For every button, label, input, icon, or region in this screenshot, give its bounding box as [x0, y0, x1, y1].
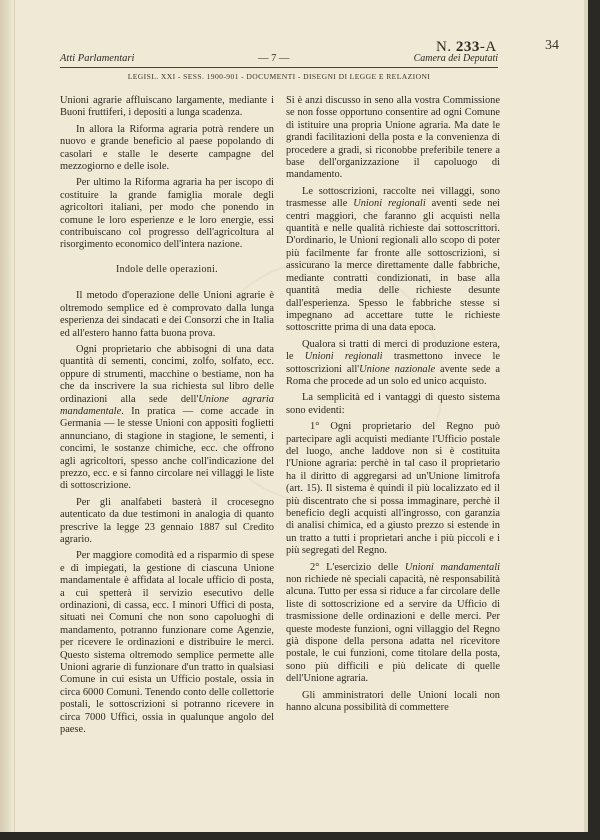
italic-run: Unioni regionali — [353, 198, 426, 210]
italic-run: Unioni mandamentali — [404, 561, 500, 573]
text-run: Le sottoscrizioni, raccolte nei villaggi, sono trasmesse alle — [286, 185, 500, 210]
header-rule — [60, 67, 498, 68]
paragraph: Unioni agrarie affluiscano largamente, mediante i Buoni fruttiferi, i depositi a lunga scadenza. — [60, 95, 274, 119]
doc-prefix: N. — [436, 39, 452, 55]
left-column — [60, 95, 274, 815]
text-run: non richiede nè speciali capacità, nè responsabilità alcuna. Tutto per essa si riduce a far circolare delle liste di sottoscrizione ed a servire da Ufficio di trasmissione delle ordinazioni e delle merci. Per queste modeste funzioni, ogni villaggio del Regno già dispone della persona adatta nel ricevitore postale, le cui funzioni, come titolare della posta, sono più difficili e più delicate di quelle dell'Unione agraria. — [286, 574, 500, 685]
text-run: Ogni proprietario che abbisogni di una data quantità di sementi, concimi, zolfo, solfato, ecc. oppure di strumenti, macchine o bestiame, non ha che da inscrivere la sua richiesta sul libro delle ordinazioni alla sede dell' — [60, 343, 274, 405]
running-header — [60, 38, 498, 64]
paragraph: Per ultimo la Riforma agraria ha per iscopo di costituire la grande famiglia morale degli agricoltori italiani, per modo che ponendo in comune le loro esperienze e le loro energie, essi contribuiscano col progresso dell'agricoltura al risorgimento economico dell'intera nazione. — [60, 177, 274, 251]
paragraph: Si è anzi discusso in seno alla vostra Commissione se non fosse opportuno consentire ad ogni Comune di istituire una propria Unione agraria. Ma date le grandi facilitazioni della posta e la convenienza di procedere a gradi, si riconobbe preferibile tenere a base dell'organizzazione il capoluogo di mandamento. — [286, 95, 500, 181]
text-run: aventi sede nei centri maggiori, che faranno gli acquisti nella quantità e nelle qualità richieste dai sottoscrittori. D'ordinario, le Unioni regionali allo scopo di poter più facilmente far fronte alle sottoscrizioni, si assicurano la merce direttamente dalle fabbriche, mediante contratti condizionati, in base alla quantità media delle richieste desunte dall'esperienza. Spesso le fabbriche stesse si impegnano ad accettare tutte le richieste sottoscritte prima di una data epoca. — [286, 198, 500, 334]
text-run: . In pratica — come accade in Germania — le stesse Unioni con appositi foglietti annunciano, di stagione in stagione, le sementi, i concimi, le sostanze chimiche, ecc. che offrono agli agricoltori, spesso anche coll'indicazione del prezzo, ecc. e si fanno circolare nei villaggi le liste di sottoscrizione. — [60, 405, 274, 492]
legislature-subhead: LEGISL. XXI - SESS. 1900-901 - DOCUMENTI - DISEGNI DI LEGGE E RELAZIONI — [127, 72, 431, 81]
page-edge — [584, 0, 588, 832]
paragraph: Per gli analfabeti basterà il crocesegno autenticato da due testimoni in analogia di quanto prescrive la legge 23 gennaio 1887 sul Credito agrario. — [60, 496, 274, 545]
paragraph: La semplicità ed i vantaggi di questo sistema sono evidenti: — [286, 392, 500, 416]
paragraph — [286, 339, 500, 389]
header-left: Atti Parlamentari — [60, 53, 135, 64]
page-number: — 7 — — [258, 53, 290, 64]
italic-run: Unione nazionale — [359, 363, 436, 375]
text-run: 2° L'esercizio delle — [310, 561, 405, 573]
paragraph — [286, 562, 500, 686]
italic-run: Unione agraria mandamentale — [60, 393, 274, 417]
paragraph: In allora la Riforma agraria potrà rendere un nuovo e grande beneficio al paese popolando di casolari e stalle le deserte campagne del mezzogiorno e delle isole. — [60, 123, 274, 173]
paragraph — [286, 186, 500, 335]
paragraph: 1° Ogni proprietario del Regno può partecipare agli acquisti mediante l'Ufficio postale del luogo, anche laddove non si è costituita l'Unione agraria: perchè in tal caso il proprietario ha il diritto di aggregarsi ad un'Unione limitrofa (art. 15). Il sistema è quindi il più localizzato ed il più discentrato che si possa immaginare, perchè il beneficio degli acquisti all'ingrosso, con garanzia di analisi chimica, ed a giusto prezzo si estende in un tratto a tutti i proprietari anche i più piccoli e i più segregati del Regno. — [286, 421, 500, 557]
paragraph: Per maggiore comodità ed a risparmio di spese e di impiegati, la gestione di ciascuna Unione mandamentale è affidata al locale ufficio di posta, a cui spetterà il servizio esecutivo delle ordinazioni, di cassa, ecc. I minori Uffici di posta, situati nei Comuni che non sono capoluoghi di mandamento, potranno funzionare come Agenzie, per ricevere le ordinazioni e distribuire le merci. Questo sistema oltremodo semplice permette alle Unioni agrarie di funzionare d'un tratto in qualsiasi Comune in cui esista un Ufficio postale, ossia in circa 6000 Comuni. Tenendo conto delle collettorie postali, le sottoscrizioni si potranno ricevere in circa 7000 Uffici, ossia in qualunque angolo del paese. — [60, 550, 274, 736]
text-run: Qualora si tratti di merci di produzione estera, le — [286, 338, 500, 363]
paragraph: Il metodo d'operazione delle Unioni agrarie è oltremodo semplice ed è comprovato dalla lunga esperienza dei sindacati e dei Consorzi che in Italia ed all'estero hanno fatta buona prova. — [60, 290, 274, 339]
text-run: trasmettono invece le sottoscrizioni all' — [286, 351, 500, 375]
doc-number: 233 — [455, 39, 480, 55]
text-run: avente sede a Roma che procede ad un solo ed unico acquisto. — [286, 363, 500, 387]
paragraph — [60, 344, 274, 493]
header-right: Camera dei Deputati — [413, 53, 498, 64]
section-title: Indole delle operazioni. — [116, 263, 218, 275]
folio-number: 34 — [545, 38, 559, 53]
italic-run: Unioni regionali — [304, 351, 383, 363]
right-column — [286, 95, 500, 815]
paragraph: Gli amministratori delle Unioni locali non hanno alcuna possibilità di commettere — [286, 689, 500, 714]
doc-suffix: -A — [479, 39, 497, 55]
document-number — [436, 39, 497, 56]
binding-edge — [0, 0, 15, 832]
